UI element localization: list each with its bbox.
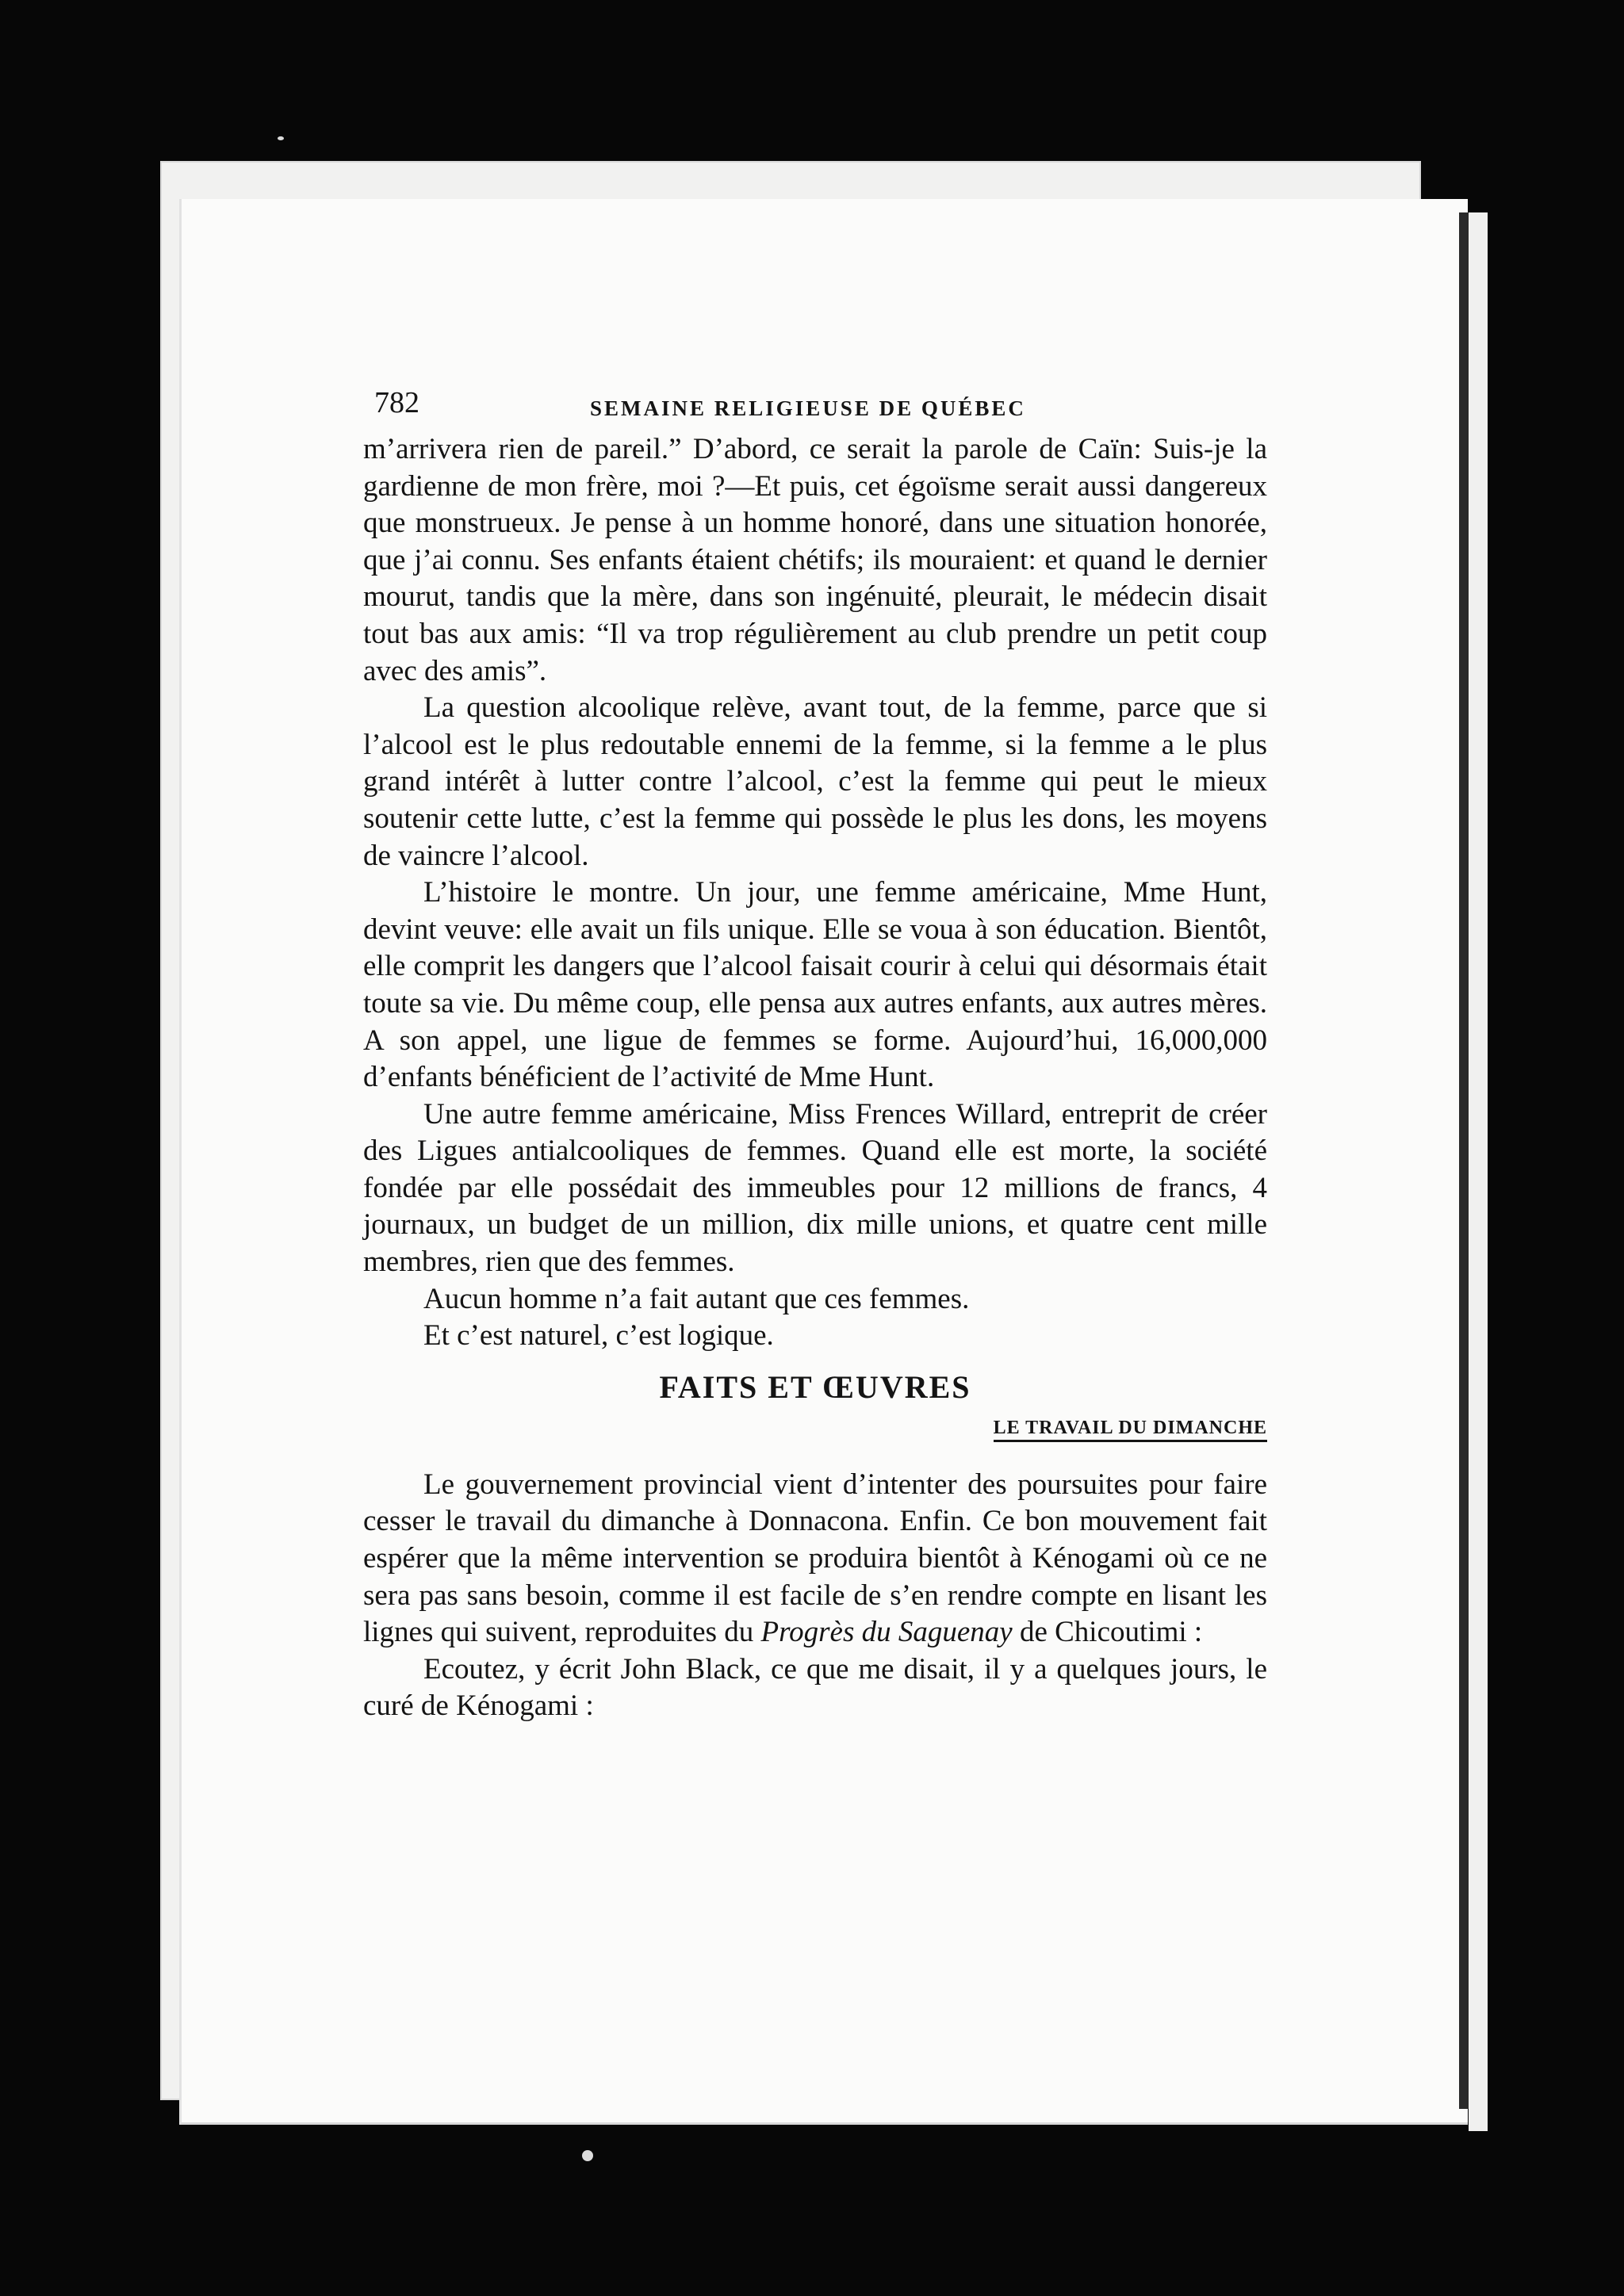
paragraph-text: Le gouvernement provincial vient d’intenter des poursuites pour faire cesser le travail du dimanche à Donnacona. Enfin. Ce bon mouvement fait espérer que la même intervention se produira bientôt à Kénogami où ce ne sera pas sans besoin, comme il est facile de s’en rendre compte en lisant les lignes qui suivent, reproduites du — [363, 1468, 1267, 1649]
paragraph — [363, 1467, 1267, 1651]
paragraph: L’histoire le montre. Un jour, une femme américaine, Mme Hunt, devint veuve: elle avait un fils unique. Elle se voua à son éducation. Bientôt, elle comprit les dangers que l’alcool faisait courir à celui qui désormais était toute sa vie. Du même coup, elle pensa aux autres enfants, aux autres mères. A son appel, une ligue de femmes se forme. Aujourd’hui, 16,000,000 d’enfants bénéficient de l’activité de Mme Hunt. — [363, 876, 1267, 1094]
spacer — [363, 1446, 1267, 1467]
paragraph: Aucun homme n’a fait autant que ces femmes. — [423, 1282, 970, 1315]
subsection-title-text: LE TRAVAIL DU DIMANCHE — [994, 1418, 1267, 1442]
subsection-title — [363, 1412, 1267, 1446]
section-title: FAITS ET ŒUVRES — [659, 1368, 971, 1405]
dust-speck — [582, 2150, 593, 2161]
running-header — [363, 381, 1267, 431]
paragraph: Ecoutez, y écrit John Black, ce que me disait, il y a quelques jours, le curé de Kénogami : — [363, 1652, 1267, 1723]
paragraph-text: de Chicoutimi : — [1012, 1616, 1203, 1649]
dust-speck — [278, 136, 284, 140]
newspaper-title: Progrès du Saguenay — [760, 1616, 1013, 1649]
page-number: 782 — [374, 386, 419, 419]
running-title: SEMAINE RELIGIEUSE DE QUÉBEC — [590, 396, 1026, 420]
paragraph: Et c’est naturel, c’est logique. — [423, 1319, 774, 1353]
paragraph: La question alcoolique relève, avant tout, de la femme, parce que si l’alcool est le plus redoutable ennemi de la femme, si la femme a le plus grand intérêt à lutter contre l’alcool, c’est la femme qui peut le mieux soutenir cette lutte, c’est la femme qui possède le plus les dons, les moyens de vaincre l’alcool. — [363, 691, 1267, 872]
paragraph: m’arrivera rien de pareil.” D’abord, ce serait la parole de Caïn: Suis-je la gardienne de mon frère, moi ?—Et puis, cet égoïsme serait aussi dangereux que monstrueux. Je pense à un homme honoré, dans une situation honorée, que j’ai connu. Ses enfants étaient chétifs; ils mouraient: et quand le dernier mourut, tandis que la mère, dans son ingénuité, pleurait, le médecin disait tout bas aux amis: “Il va trop régulièrement au club prendre un petit coup avec des amis”. — [363, 433, 1267, 687]
page-content — [363, 381, 1267, 1725]
page-edge — [1469, 212, 1488, 2131]
article-body — [363, 431, 1267, 1725]
paragraph: Une autre femme américaine, Miss Frences Willard, entreprit de créer des Ligues antialcooliques de femmes. Quand elle est morte, la société fondée par elle possédait des immeubles pour 12 millions de francs, 4 journaux, un budget de un million, dix mille unions, et quatre cent mille membres, rien que des femmes. — [363, 1097, 1267, 1279]
binding-edge-shadow — [1459, 212, 1469, 2109]
